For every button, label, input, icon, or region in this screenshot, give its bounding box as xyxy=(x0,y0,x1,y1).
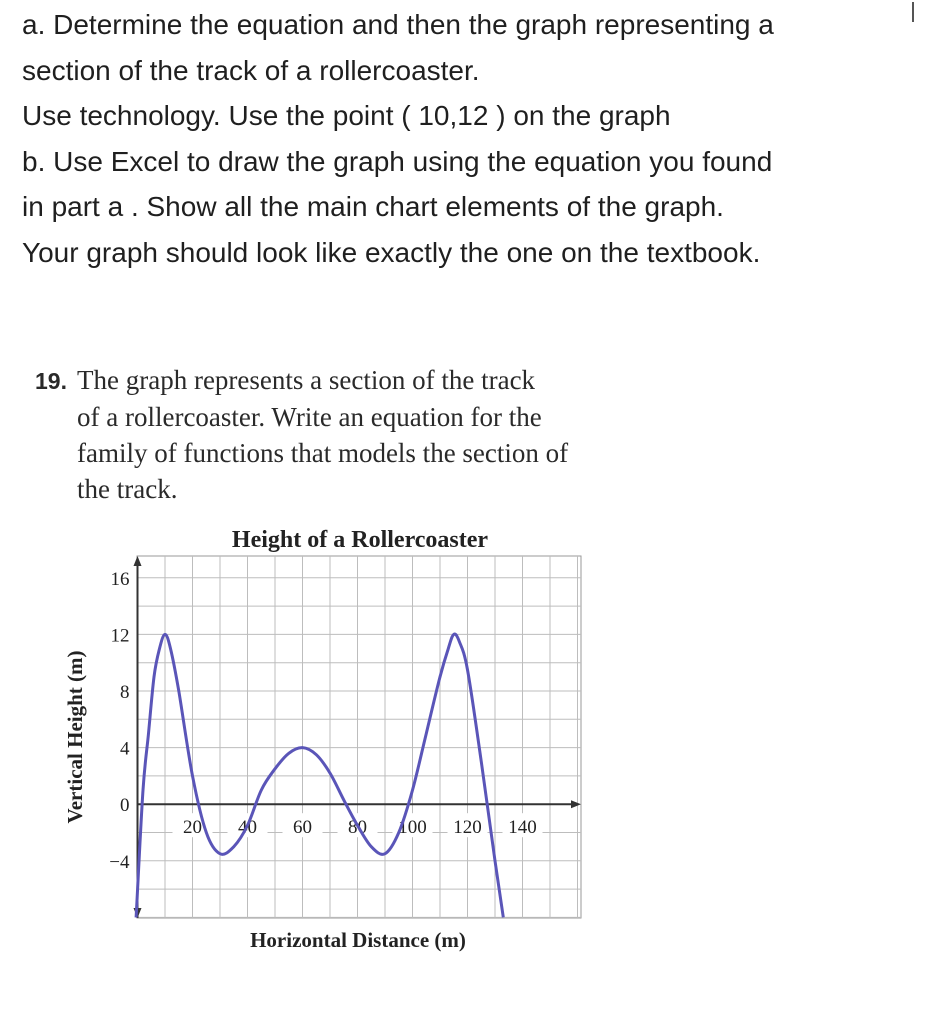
chart-grid xyxy=(137,556,581,918)
y-tick-label: 12 xyxy=(110,625,130,647)
problem-line-4: the track. xyxy=(77,474,178,504)
x-tick-label: 20 xyxy=(183,817,202,839)
question-line-3: Use technology. Use the point ( 10,12 ) on the graph xyxy=(22,100,671,131)
x-tick-label: 40 xyxy=(238,817,257,839)
problem-line-2: of a rollercoaster. Write an equation for the xyxy=(77,402,542,432)
plot-area xyxy=(137,556,581,918)
y-tick-label: 0 xyxy=(120,795,130,817)
x-axis-label: Horizontal Distance (m) xyxy=(250,928,466,952)
y-axis-label: Vertical Height (m) xyxy=(63,650,87,824)
question-line-1: a. Determine the equation and then the graph representing a xyxy=(22,9,774,40)
chart-title: Height of a Rollercoaster xyxy=(231,527,489,553)
question-line-2: section of the track of a rollercoaster. xyxy=(22,54,480,86)
question-line-6: Your graph should look like exactly the one on the textbook. xyxy=(22,236,761,268)
y-tick-label: 8 xyxy=(120,682,130,703)
y-tick-label: −4 xyxy=(109,851,130,873)
x-tick-label: 80 xyxy=(348,817,367,839)
x-tick-label: 120 xyxy=(453,817,482,839)
problem-line-1: The graph represents a section of the track xyxy=(77,365,536,395)
problem-line-3: family of functions that models the section of xyxy=(77,438,569,468)
question-line-4: b. Use Excel to draw the graph using the equation you found xyxy=(22,145,773,177)
x-tick-label: 140 xyxy=(508,817,537,839)
y-tick-label: 16 xyxy=(110,568,130,590)
y-tick-label: 4 xyxy=(120,738,130,760)
problem-number: 19. xyxy=(35,368,67,394)
x-tick-label: 60 xyxy=(293,817,312,839)
question-line-5: in part a . Show all the main chart elements of the graph. xyxy=(22,191,724,222)
x-tick-label: 100 xyxy=(398,817,427,839)
